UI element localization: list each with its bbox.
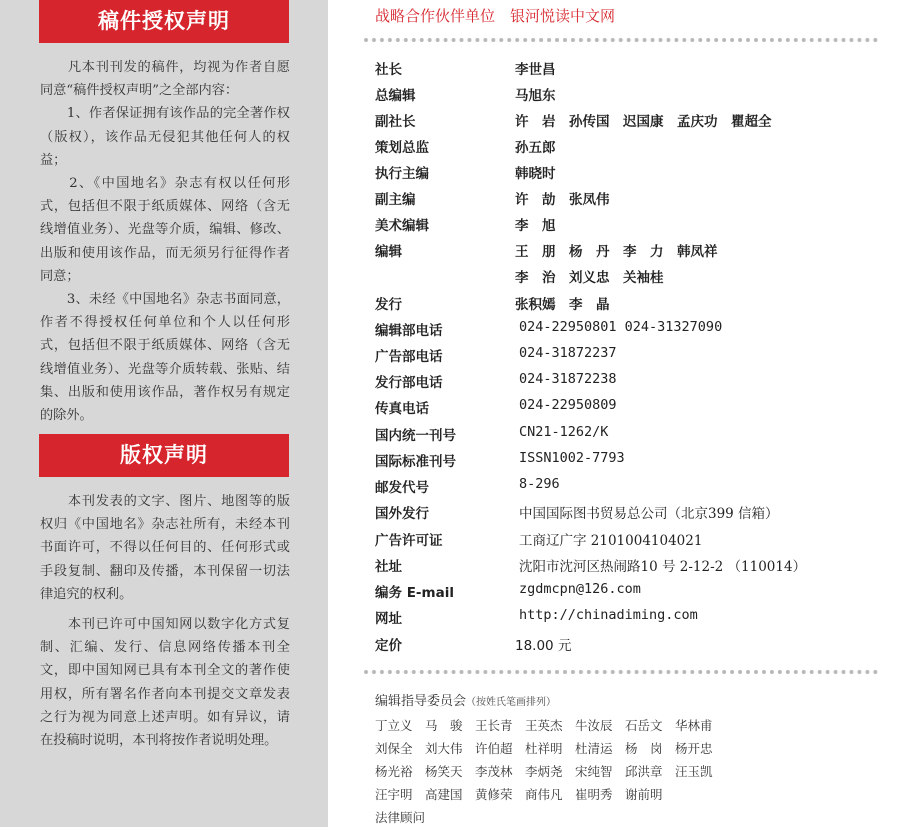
website-link[interactable]: http://chinadiming.com bbox=[519, 607, 698, 623]
copyright-sidebar bbox=[0, 0, 328, 827]
committee-names-row: 汪宇明 高建国 黄修荣 商伟凡 崔明秀 谢前明 bbox=[375, 787, 663, 802]
row-value: 李 旭 bbox=[515, 218, 556, 234]
legal-counsel-label: 法律顾问 bbox=[375, 810, 426, 825]
email-value[interactable]: zgdmcpn@126.com bbox=[519, 581, 641, 597]
row-value: 024-31872238 bbox=[519, 371, 617, 387]
row-label: 策划总监 bbox=[375, 140, 429, 156]
committee-subtitle: （按姓氏笔画排列） bbox=[466, 697, 557, 708]
row-value: 张积嫣 李 晶 bbox=[515, 297, 610, 313]
dotted-divider-bottom bbox=[364, 670, 878, 674]
row-value: 沈阳市沈河区热闹路10 号 2-12-2 （110014） bbox=[519, 559, 807, 575]
row-value: 马旭东 bbox=[515, 88, 556, 104]
row-value: 18.00 元 bbox=[515, 638, 572, 654]
row-value: CN21-1262/K bbox=[519, 424, 609, 440]
row-label: 国外发行 bbox=[375, 506, 429, 522]
row-value: 8-296 bbox=[519, 476, 560, 492]
copyright-statement-banner: 版权声明 bbox=[39, 434, 289, 477]
row-value: 024-31872237 bbox=[519, 345, 617, 361]
row-label: 副社长 bbox=[375, 114, 416, 130]
row-value: 李 治 刘义忠 关袖桂 bbox=[515, 270, 664, 286]
row-label: 定价 bbox=[375, 638, 402, 654]
row-label: 发行 bbox=[375, 297, 402, 313]
row-label: 编务 E-mail bbox=[375, 585, 454, 601]
row-label: 编辑 bbox=[375, 244, 402, 260]
row-value: ISSN1002-7793 bbox=[519, 450, 625, 466]
row-value: 工商辽广字 2101004104021 bbox=[519, 533, 703, 549]
row-label: 传真电话 bbox=[375, 401, 429, 417]
committee-names-row: 杨光裕 杨笑天 李茂林 李炳尧 宋纯智 邱洪章 汪玉凯 bbox=[375, 764, 713, 779]
partner-line: 战略合作伙伴单位 银河悦读中文网 bbox=[375, 7, 616, 25]
row-label: 广告部电话 bbox=[375, 349, 443, 365]
row-label: 网址 bbox=[375, 611, 402, 627]
row-value: 许 劼 张凤伟 bbox=[515, 192, 610, 208]
committee-names-row: 丁立义 马 骏 王长青 王英杰 牛汝辰 石岳文 华林甫 bbox=[375, 718, 713, 733]
row-value: 中国国际图书贸易总公司（北京399 信箱） bbox=[519, 506, 779, 522]
row-label: 国内统一刊号 bbox=[375, 428, 456, 444]
row-value: 韩晓时 bbox=[515, 166, 556, 182]
row-label: 副主编 bbox=[375, 192, 416, 208]
row-label: 总编辑 bbox=[375, 88, 416, 104]
row-label: 邮发代号 bbox=[375, 480, 429, 496]
row-label: 执行主编 bbox=[375, 166, 429, 182]
row-label: 社长 bbox=[375, 62, 402, 78]
row-value: 李世昌 bbox=[515, 62, 556, 78]
row-label: 国际标准刊号 bbox=[375, 454, 456, 470]
row-value: 王 朋 杨 丹 李 力 韩凤祥 bbox=[515, 244, 718, 260]
cnki-license-text: 本刊已许可中国知网以数字化方式复制、汇编、发行、信息网络传播本刊全文，即中国知网已具有本刊全文的著作使用权，所有署名作者向本刊提交文章发表之行为视为同意上述声明。如有异议，请在投稿时说明，本刊将按作者说明处理。 bbox=[40, 617, 290, 749]
copyright-statement-text: 本刊发表的文字、图片、地图等的版权归《中国地名》杂志社所有，未经本刊书面许可，不得以任何目的、任何形式或手段复制、翻印及传播，本刊保留一切法律追究的权利。 bbox=[40, 494, 290, 602]
row-value: 024-22950801 024-31327090 bbox=[519, 319, 723, 335]
committee-title bbox=[375, 690, 556, 709]
committee-names-row: 刘保全 刘大伟 许伯超 杜祥明 杜清运 杨 岗 杨开忠 bbox=[375, 741, 713, 756]
row-label: 编辑部电话 bbox=[375, 323, 443, 339]
row-value: 许 岩 孙传国 迟国康 孟庆功 瞿超全 bbox=[515, 114, 772, 130]
row-value: 024-22950809 bbox=[519, 397, 617, 413]
manuscript-authorization-text: 凡本刊刊发的稿件，均视为作者自愿同意“稿件授权声明”之全部内容： 1、作者保证拥有该作品的完全著作权（版权），该作品无侵犯其他任何人的权益； 2、《中国地名》杂志有权以任何形式，包括但不限于纸质媒体、网络（含无线增值业务）、光盘等介质，编辑、修改、出版和使用该作品，而无须另行征得作者同意； 3、未经《中国地名》杂志书面同意，作者不得授权任何单位和个人以任何形式，包括但不限于纸质媒体、网络（含无线增值业务）、光盘等介质转载、张贴、结集、出版和使用该作品，著作权另有规定的除外。 bbox=[40, 60, 290, 424]
row-label: 美术编辑 bbox=[375, 218, 429, 234]
row-label: 广告许可证 bbox=[375, 533, 443, 549]
row-label: 发行部电话 bbox=[375, 375, 443, 391]
masthead bbox=[330, 0, 913, 827]
dotted-divider-top bbox=[364, 38, 878, 42]
committee-title-text: 编辑指导委员会 bbox=[375, 694, 467, 709]
row-value: 孙五郎 bbox=[515, 140, 556, 156]
manuscript-authorization-banner: 稿件授权声明 bbox=[39, 0, 289, 43]
row-label: 社址 bbox=[375, 559, 402, 575]
